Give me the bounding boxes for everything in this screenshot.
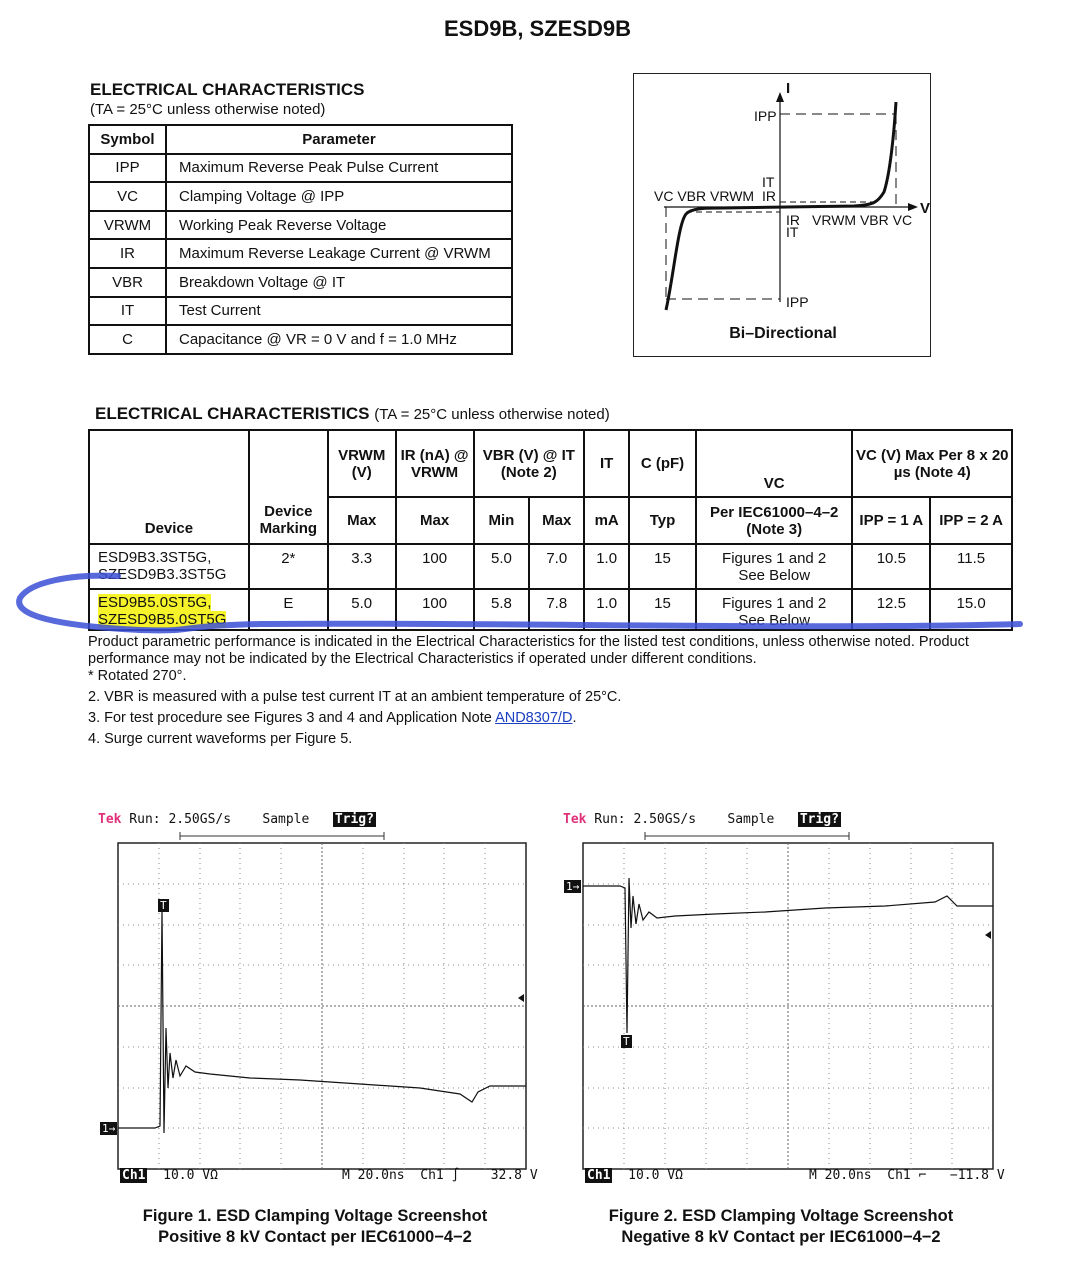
parameter-cell: Maximum Reverse Peak Pulse Current: [166, 154, 512, 183]
table-row: [89, 211, 512, 240]
ipp2-header: IPP = 2 A: [930, 497, 1012, 544]
device-header: Device: [89, 430, 249, 544]
pen-stroke: [19, 576, 1020, 631]
symbols-table: [88, 124, 513, 355]
figure2-caption: [565, 1206, 997, 1248]
spec-heading-title: ELECTRICAL CHARACTERISTICS: [95, 404, 370, 423]
ir-header: IR (nA) @ VRWM: [396, 430, 474, 497]
left-voltage-labels: VC VBR VRWM: [654, 188, 755, 204]
figure2-subtitle: Negative 8 kV Contact per IEC61000−4−2: [621, 1228, 941, 1246]
parameter-cell: Maximum Reverse Leakage Current @ VRWM: [166, 239, 512, 268]
parameter-cell: Capacitance @ VR = 0 V and f = 1.0 MHz: [166, 325, 512, 354]
scope2-trig: Trig?: [799, 812, 839, 827]
scope1-timebase: M 20.0ns Ch1 ∫ 32.8 V: [342, 1168, 538, 1183]
symbol-cell: IR: [89, 239, 166, 268]
scope1-header: [98, 812, 376, 827]
vrwm-cell: 3.3: [328, 544, 396, 589]
symbols-heading: ELECTRICAL CHARACTERISTICS: [90, 80, 365, 99]
vbr-min-cell: 5.8: [474, 589, 530, 630]
scope2-screen: [565, 828, 995, 1178]
marking-cell: E: [249, 589, 328, 630]
c-header: C (pF): [629, 430, 696, 497]
ipp1-header: IPP = 1 A: [852, 497, 930, 544]
note-2: 2. VBR is measured with a pulse test current IT at an ambient temperature of 25°C.: [88, 689, 622, 705]
c-cell: 15: [629, 589, 696, 630]
it-unit-header: mA: [584, 497, 629, 544]
right-voltage-labels: VRWM VBR VC: [812, 212, 913, 228]
device-name-1: ESD9B3.3ST5G,: [98, 549, 212, 566]
scope2-header: [563, 812, 841, 827]
vc-max-header: VC (V) Max Per 8 x 20 µs (Note 4): [852, 430, 1012, 497]
parameter-cell: Clamping Voltage @ IPP: [166, 182, 512, 211]
app-note-link[interactable]: AND8307/D: [495, 710, 573, 726]
figure1-title: Figure 1. ESD Clamping Voltage Screenshot: [142, 1207, 488, 1225]
v-axis-label: V: [920, 200, 931, 217]
scope1-footer: [120, 1168, 538, 1183]
vc-line-1: Figures 1 and 2: [722, 595, 827, 612]
scope2-footer: [585, 1168, 1005, 1183]
ipp2-cell: 11.5: [930, 544, 1012, 589]
table-row: [89, 154, 512, 183]
parameter-cell: Working Peak Reverse Voltage: [166, 211, 512, 240]
vc-line-2: See Below: [738, 612, 811, 629]
scope2-scale: 10.0 VΩ: [612, 1168, 683, 1183]
device-name-1: ESD9B5.0ST5G,: [98, 594, 212, 611]
symbol-header: Symbol: [89, 125, 166, 154]
iv-curve: [666, 102, 896, 310]
figure2-title: Figure 2. ESD Clamping Voltage Screenshot: [608, 1207, 954, 1225]
c-typ-header: Typ: [629, 497, 696, 544]
note-3-text: 3. For test procedure see Figures 3 and 4 and Application Note: [88, 710, 496, 726]
scope2-ch: Ch1: [587, 1168, 611, 1183]
vbr-min-header: Min: [474, 497, 530, 544]
parameter-header: Parameter: [166, 125, 512, 154]
table-row: [89, 268, 512, 297]
pen-annotation: [0, 560, 1075, 640]
it-cell: 1.0: [584, 544, 629, 589]
note-4: 4. Surge current waveforms per Figure 5.: [88, 731, 353, 747]
notes-paragraph: Product parametric performance is indicated in the Electrical Characteristics for the listed test conditions, unless otherwise noted. Product performance may not be indicated by the Electrical Characteristics if operated under different conditions.: [88, 634, 969, 667]
vrwm-cell: 5.0: [328, 589, 396, 630]
symbol-cell: IPP: [89, 154, 166, 183]
vbr-min-cell: 5.0: [474, 544, 530, 589]
symbol-cell: IT: [89, 297, 166, 326]
device-name-2: SZESD9B3.3ST5G: [98, 566, 227, 583]
note-3-end: .: [572, 710, 577, 726]
notes: [88, 634, 1018, 752]
scope2-trigger-marker: T: [623, 1035, 630, 1048]
ir-top-label: IR: [762, 188, 776, 204]
ir-max-header: Max: [396, 497, 474, 544]
note-3: [88, 710, 1018, 727]
page-title: ESD9B, SZESD9B: [443, 16, 632, 41]
spec-heading: [95, 404, 610, 424]
scope1-trigger-marker: T: [160, 899, 167, 912]
table-row: [89, 239, 512, 268]
ipp2-cell: 15.0: [930, 589, 1012, 630]
symbol-cell: VBR: [89, 268, 166, 297]
vbr-max-cell: 7.0: [529, 544, 584, 589]
scope2-timebase: M 20.0ns Ch1 ⌐ −11.8 V: [809, 1168, 1005, 1183]
marking-header: Device Marking: [249, 430, 328, 544]
diagram-caption: Bi–Directional: [729, 325, 837, 342]
scope1-screen: [100, 828, 530, 1178]
voltage-arrow-icon: [908, 203, 918, 211]
ir-cell: 100: [396, 544, 474, 589]
ipp1-cell: 10.5: [852, 544, 930, 589]
figure1-subtitle: Positive 8 kV Contact per IEC61000−4−2: [158, 1228, 472, 1246]
vc-line-1: Figures 1 and 2: [722, 550, 827, 567]
ir-bottom-label: IR: [786, 212, 800, 228]
marking-cell: 2*: [249, 544, 328, 589]
vrwm-max-header: Max: [328, 497, 396, 544]
ipp1-cell: 12.5: [852, 589, 930, 630]
it-bottom-label: IT: [786, 224, 799, 240]
scope2-channel-marker: 1→: [566, 880, 580, 893]
per-iec-header: Per IEC61000–4–2 (Note 3): [696, 497, 853, 544]
scope1-trig: Trig?: [334, 812, 374, 827]
symbol-cell: C: [89, 325, 166, 354]
scope1-ch: Ch1: [122, 1168, 146, 1183]
vrwm-header: VRWM (V): [328, 430, 396, 497]
symbol-cell: VC: [89, 182, 166, 211]
c-cell: 15: [629, 544, 696, 589]
i-axis-label: I: [786, 80, 791, 97]
scope1-run: Run: 2.50GS/s Sample: [121, 812, 333, 827]
spec-heading-subtitle: (TA = 25°C unless otherwise noted): [374, 406, 610, 423]
symbols-subtitle: (TA = 25°C unless otherwise noted): [90, 101, 326, 118]
it-top-label: IT: [762, 174, 775, 190]
vc-line-2: See Below: [738, 567, 811, 584]
figure1-caption: [100, 1206, 530, 1248]
vc-header: VC: [696, 430, 853, 497]
it-cell: 1.0: [584, 589, 629, 630]
device-name-2: SZESD9B5.0ST5G: [98, 611, 227, 628]
table-row: [89, 182, 512, 211]
ipp-bottom-label: IPP: [786, 294, 809, 310]
note-star: * Rotated 270°.: [88, 668, 187, 684]
tek-logo: Tek: [563, 812, 587, 827]
table-row: [89, 325, 512, 354]
ir-cell: 100: [396, 589, 474, 630]
iv-diagram: [633, 73, 931, 357]
vbr-max-header: Max: [529, 497, 584, 544]
vbr-header: VBR (V) @ IT (Note 2): [474, 430, 585, 497]
tek-logo: Tek: [98, 812, 122, 827]
scope2-run: Run: 2.50GS/s Sample: [586, 812, 798, 827]
current-arrow-icon: [776, 92, 784, 102]
vbr-max-cell: 7.8: [529, 589, 584, 630]
parameter-cell: Breakdown Voltage @ IT: [166, 268, 512, 297]
symbol-cell: VRWM: [89, 211, 166, 240]
parameter-cell: Test Current: [166, 297, 512, 326]
ipp-top-label: IPP: [754, 108, 777, 124]
scope1-channel-marker: 1→: [102, 1122, 116, 1135]
table-row: [89, 297, 512, 326]
scope1-scale: 10.0 VΩ: [147, 1168, 218, 1183]
it-header: IT: [584, 430, 629, 497]
